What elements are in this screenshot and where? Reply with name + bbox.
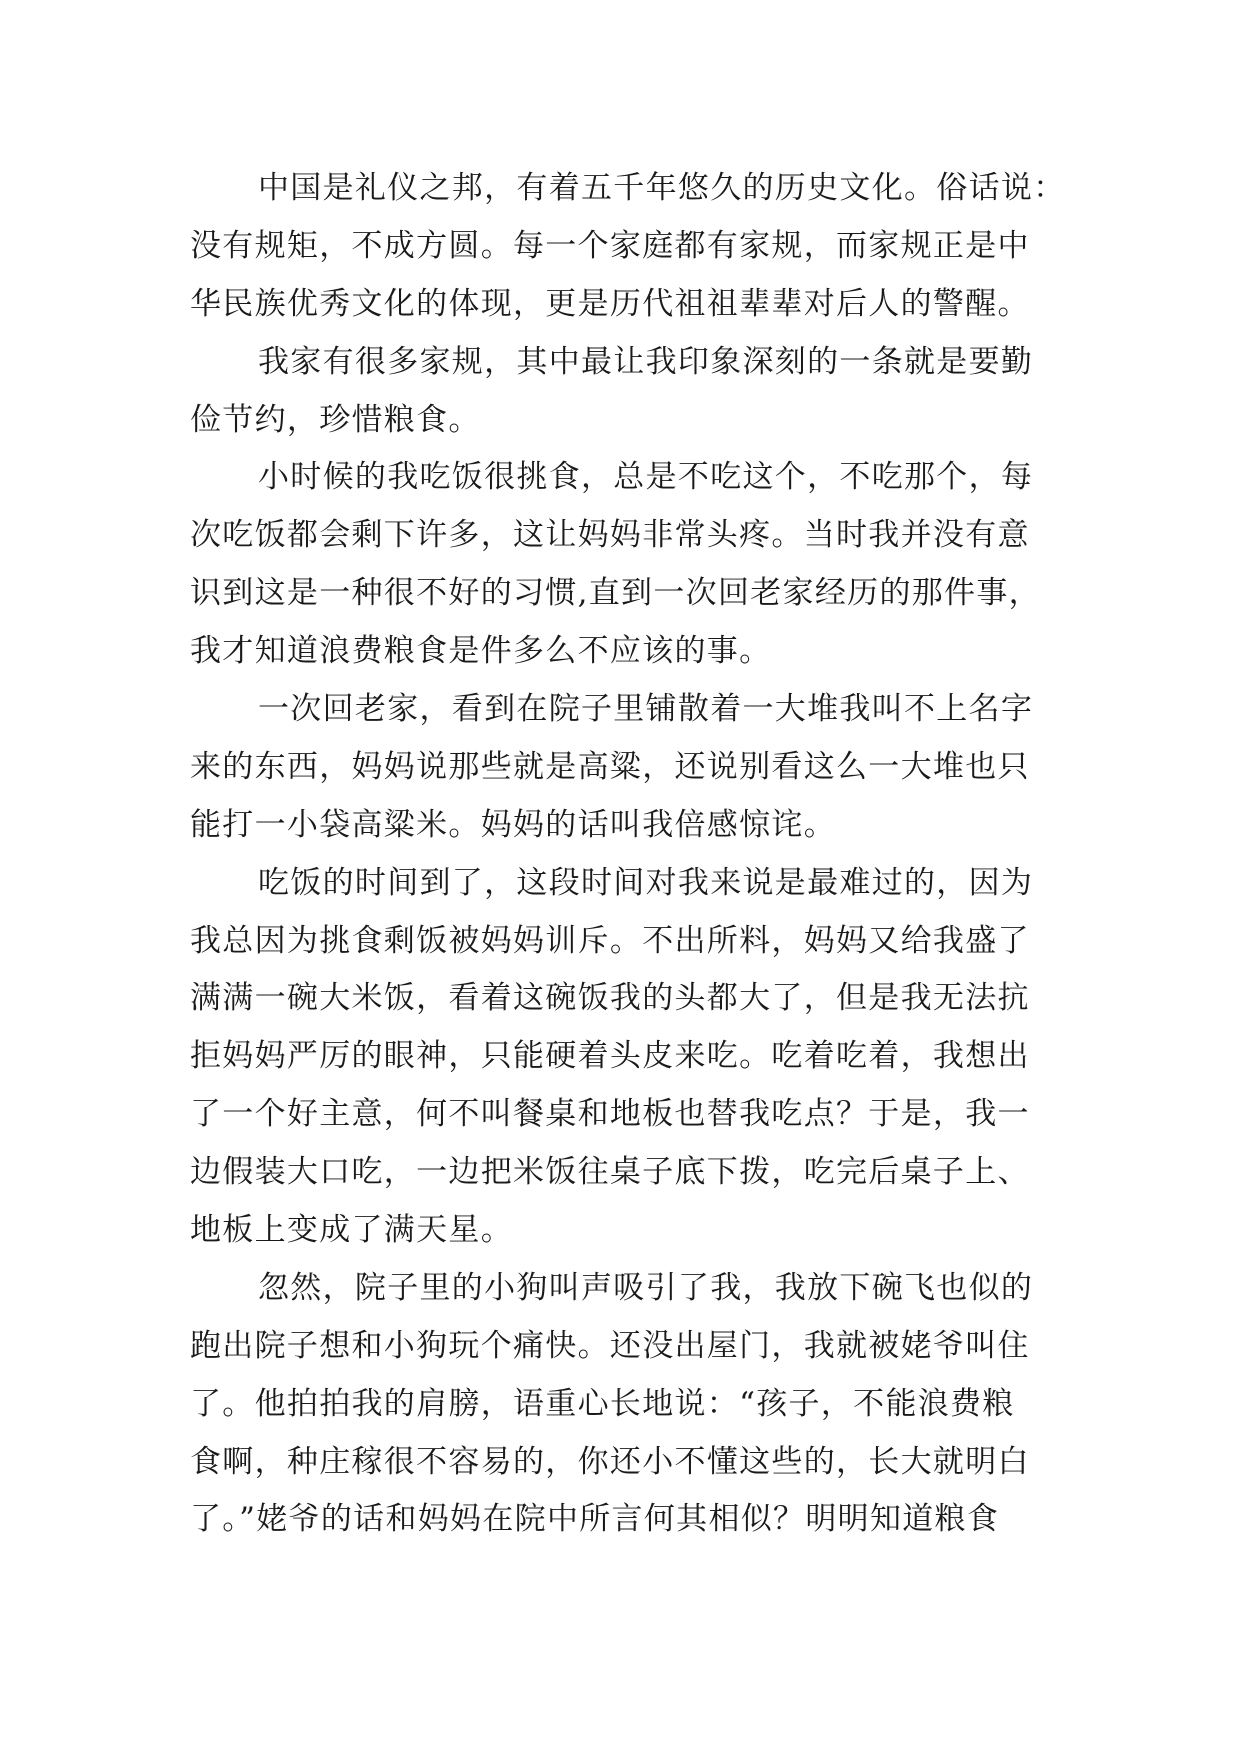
paragraph-6 [190,1260,1050,1549]
paragraph-line: 俭节约，珍惜粮食。 [190,401,481,438]
paragraph-line: 我才知道浪费粮食是件多么不应该的事。 [190,633,772,670]
paragraph-line: 忽然，院子里的小狗叫声吸引了我，我放下碗飞也似的 [258,1269,1034,1306]
paragraph-line: 能打一小袋高粱米。妈妈的话叫我倍感惊诧。 [190,806,836,843]
paragraph-4 [190,681,1050,855]
paragraph-line: 了。他拍拍我的肩膀，语重心长地说：“孩子，不能浪费粮 [190,1385,1015,1422]
document-body [190,160,1066,1549]
paragraph-line: 了。”姥爷的话和妈妈在院中所言何其相似？明明知道粮食 [190,1501,1000,1538]
paragraph-line: 拒妈妈严厉的眼神，只能硬着头皮来吃。吃着吃着，我想出 [190,1038,1030,1075]
paragraph-line: 来的东西，妈妈说那些就是高粱，还说别看这么一大堆也只 [190,748,1030,785]
paragraph-line: 跑出院子想和小狗玩个痛快。还没出屋门，我就被姥爷叫住 [190,1327,1030,1364]
paragraph-line: 满满一碗大米饭，看着这碗饭我的头都大了，但是我无法抗 [190,980,1030,1017]
paragraph-line: 食啊，种庄稼很不容易的，你还小不懂这些的，长大就明白 [190,1443,1030,1480]
paragraph-line: 了一个好主意，何不叫餐桌和地板也替我吃点？于是，我一 [190,1096,1030,1133]
paragraph-line: 华民族优秀文化的体现，更是历代祖祖辈辈对后人的警醒。 [190,285,1030,322]
paragraph-5 [190,855,1050,1260]
paragraph-1 [190,160,1066,334]
paragraph-2 [190,334,1050,450]
paragraph-line: 我家有很多家规，其中最让我印象深刻的一条就是要勤 [258,343,1034,380]
paragraph-line: 我总因为挑食剩饭被妈妈训斥。不出所料，妈妈又给我盛了 [190,922,1030,959]
paragraph-3 [190,449,1050,681]
paragraph-line: 小时候的我吃饭很挑食，总是不吃这个，不吃那个，每 [258,459,1034,496]
paragraph-line: 次吃饭都会剩下许多，这让妈妈非常头疼。当时我并没有意 [190,517,1030,554]
paragraph-line: 吃饭的时间到了，这段时间对我来说是最难过的，因为 [258,864,1034,901]
paragraph-line: 边假装大口吃，一边把米饭往桌子底下拨，吃完后桌子上、 [190,1154,1030,1191]
paragraph-line: 地板上变成了满天星。 [190,1212,513,1249]
paragraph-line: 中国是礼仪之邦，有着五千年悠久的历史文化。俗话说： [258,170,1066,206]
paragraph-line: 识到这是一种很不好的习惯,直到一次回老家经历的那件事， [190,575,1041,612]
paragraph-line: 没有规矩，不成方圆。每一个家庭都有家规，而家规正是中 [190,227,1030,264]
paragraph-line: 一次回老家，看到在院子里铺散着一大堆我叫不上名字 [258,691,1034,728]
